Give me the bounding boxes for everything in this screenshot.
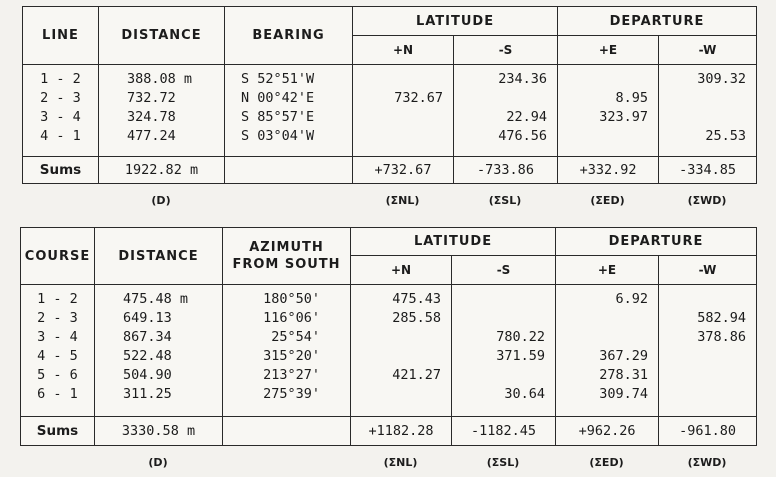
- dep-east-cell: [558, 127, 658, 146]
- footer-sum-north-symbol: (ΣNL): [383, 456, 418, 469]
- azimuth-cell: 116°06': [263, 310, 320, 326]
- lat-north-cell: [353, 127, 453, 146]
- course-cell: 6 - 1: [37, 386, 78, 402]
- distance-cell: 522.48: [123, 348, 172, 364]
- lat-north-cell: 285.58: [392, 310, 441, 326]
- footer-sum-west-symbol: (ΣWD): [687, 194, 727, 207]
- lat-south-cell: [452, 290, 555, 309]
- azimuth-cell: 275°39': [263, 386, 320, 402]
- distance-cell: 477.24: [127, 128, 176, 144]
- dep-west-cell: 378.86: [697, 329, 747, 345]
- lat-north-cell: [353, 108, 453, 127]
- sum-lat-south: -733.86: [454, 157, 558, 184]
- bearing-cell: S 52°51'W: [241, 71, 315, 87]
- course-cell: 5 - 6: [37, 367, 78, 383]
- traverse-table-azimuth: [20, 227, 757, 446]
- sums-label: Sums: [21, 417, 95, 446]
- header-distance: DISTANCE: [95, 228, 223, 285]
- sum-dep-west: -334.85: [659, 157, 757, 184]
- col-course: [21, 285, 95, 417]
- header-dep-west: -W: [659, 36, 757, 65]
- lat-north-cell: [353, 70, 453, 89]
- dep-west-cell: [659, 366, 756, 385]
- col-lat-south: [452, 285, 556, 417]
- lat-south-cell: 476.56: [498, 128, 548, 144]
- dep-west-cell: [659, 347, 756, 366]
- sum-dep-east: +332.92: [558, 157, 659, 184]
- header-line: LINE: [23, 7, 99, 65]
- azimuth-cell: 213°27': [263, 367, 320, 383]
- lat-south-cell: 30.64: [504, 386, 546, 402]
- course-cell: 1 - 2: [37, 291, 78, 307]
- dep-east-cell: 8.95: [615, 90, 649, 106]
- dep-west-cell: [659, 108, 756, 127]
- lat-north-cell: [351, 347, 451, 366]
- sum-lat-north: +1182.28: [351, 417, 452, 446]
- course-cell: 3 - 4: [37, 329, 78, 345]
- header-latitude: LATITUDE: [353, 7, 558, 36]
- header-distance: DISTANCE: [99, 7, 225, 65]
- dep-east-cell: [558, 70, 658, 89]
- bearing-cell: S 03°04'W: [241, 128, 315, 144]
- lat-south-cell: 22.94: [506, 109, 548, 125]
- lat-north-cell: [351, 385, 451, 404]
- col-distance: [95, 285, 223, 417]
- col-bearing: [225, 65, 353, 157]
- footer-sum-east-symbol: (ΣED): [589, 456, 624, 469]
- footer-sum-north-symbol: (ΣNL): [385, 194, 420, 207]
- dep-east-cell: 6.92: [615, 291, 649, 307]
- distance-cell: 867.34: [123, 329, 172, 345]
- header-azimuth-line2: FROM SOUTH: [232, 257, 341, 272]
- sum-distance: 1922.82 m: [99, 157, 225, 184]
- footer-sum-south-symbol: (ΣSL): [488, 194, 522, 207]
- distance-cell: 649.13: [123, 310, 172, 326]
- lat-north-cell: 421.27: [392, 367, 441, 383]
- footer-distance-symbol: (D): [151, 194, 171, 207]
- bearing-cell: N 00°42'E: [241, 90, 315, 106]
- sum-lat-north: +732.67: [353, 157, 454, 184]
- dep-east-cell: 278.31: [599, 367, 649, 383]
- col-dep-east: [558, 65, 659, 157]
- col-dep-west: [659, 285, 757, 417]
- lat-south-cell: [454, 89, 557, 108]
- footer-sum-south-symbol: (ΣSL): [486, 456, 520, 469]
- line-cell: 2 - 3: [40, 90, 81, 106]
- col-lat-north: [351, 285, 452, 417]
- azimuth-cell: 25°54': [271, 329, 320, 345]
- azimuth-cell: 180°50': [263, 291, 320, 307]
- header-dep-east: +E: [556, 256, 659, 285]
- dep-east-cell: 323.97: [599, 109, 649, 125]
- col-lat-north: [353, 65, 454, 157]
- traverse-table-bearing: [22, 6, 757, 184]
- distance-cell: 504.90: [123, 367, 172, 383]
- distance-cell: 311.25: [123, 386, 172, 402]
- col-dep-west: [659, 65, 757, 157]
- header-departure: DEPARTURE: [556, 228, 757, 256]
- footer-sum-west-symbol: (ΣWD): [687, 456, 727, 469]
- header-lat-south: -S: [454, 36, 558, 65]
- sum-dep-east: +962.26: [556, 417, 659, 446]
- dep-east-cell: 367.29: [599, 348, 649, 364]
- header-departure: DEPARTURE: [558, 7, 757, 36]
- line-cell: 4 - 1: [40, 128, 81, 144]
- sum-distance: 3330.58 m: [95, 417, 223, 446]
- dep-west-cell: 582.94: [697, 310, 747, 326]
- lat-south-cell: [452, 309, 555, 328]
- header-dep-west: -W: [659, 256, 757, 285]
- lat-south-cell: [452, 366, 555, 385]
- header-lat-north: +N: [351, 256, 452, 285]
- dep-west-cell: [659, 89, 756, 108]
- dep-west-cell: [659, 385, 756, 404]
- dep-east-cell: [556, 328, 658, 347]
- course-cell: 4 - 5: [37, 348, 78, 364]
- distance-cell: 388.08 m: [127, 71, 193, 87]
- lat-north-cell: 732.67: [394, 90, 443, 106]
- lat-south-cell: 371.59: [496, 348, 546, 364]
- distance-cell: 324.78: [127, 109, 176, 125]
- lat-south-cell: 234.36: [498, 71, 548, 87]
- azimuth-cell: 315°20': [263, 348, 320, 364]
- line-cell: 3 - 4: [40, 109, 81, 125]
- header-bearing: BEARING: [225, 7, 353, 65]
- col-distance: [99, 65, 225, 157]
- lat-north-cell: 475.43: [392, 291, 441, 307]
- sum-azimuth: [223, 417, 351, 446]
- header-dep-east: +E: [558, 36, 659, 65]
- dep-west-cell: 25.53: [705, 128, 747, 144]
- lat-north-cell: [351, 328, 451, 347]
- col-line: [23, 65, 99, 157]
- lat-south-cell: 780.22: [496, 329, 546, 345]
- header-azimuth: [223, 228, 351, 285]
- course-cell: 2 - 3: [37, 310, 78, 326]
- col-dep-east: [556, 285, 659, 417]
- col-azimuth: [223, 285, 351, 417]
- distance-cell: 732.72: [127, 90, 176, 106]
- header-azimuth-line1: AZIMUTH: [249, 240, 324, 255]
- line-cell: 1 - 2: [40, 71, 81, 87]
- col-lat-south: [454, 65, 558, 157]
- header-lat-south: -S: [452, 256, 556, 285]
- distance-cell: 475.48 m: [123, 291, 189, 307]
- header-latitude: LATITUDE: [351, 228, 556, 256]
- dep-west-cell: 309.32: [697, 71, 747, 87]
- sum-dep-west: -961.80: [659, 417, 757, 446]
- header-course: COURSE: [21, 228, 95, 285]
- dep-west-cell: [659, 290, 756, 309]
- sum-lat-south: -1182.45: [452, 417, 556, 446]
- footer-distance-symbol: (D): [148, 456, 168, 469]
- header-lat-north: +N: [353, 36, 454, 65]
- sums-label: Sums: [23, 157, 99, 184]
- dep-east-cell: 309.74: [599, 386, 649, 402]
- footer-sum-east-symbol: (ΣED): [590, 194, 625, 207]
- dep-east-cell: [556, 309, 658, 328]
- bearing-cell: S 85°57'E: [241, 109, 315, 125]
- sum-bearing: [225, 157, 353, 184]
